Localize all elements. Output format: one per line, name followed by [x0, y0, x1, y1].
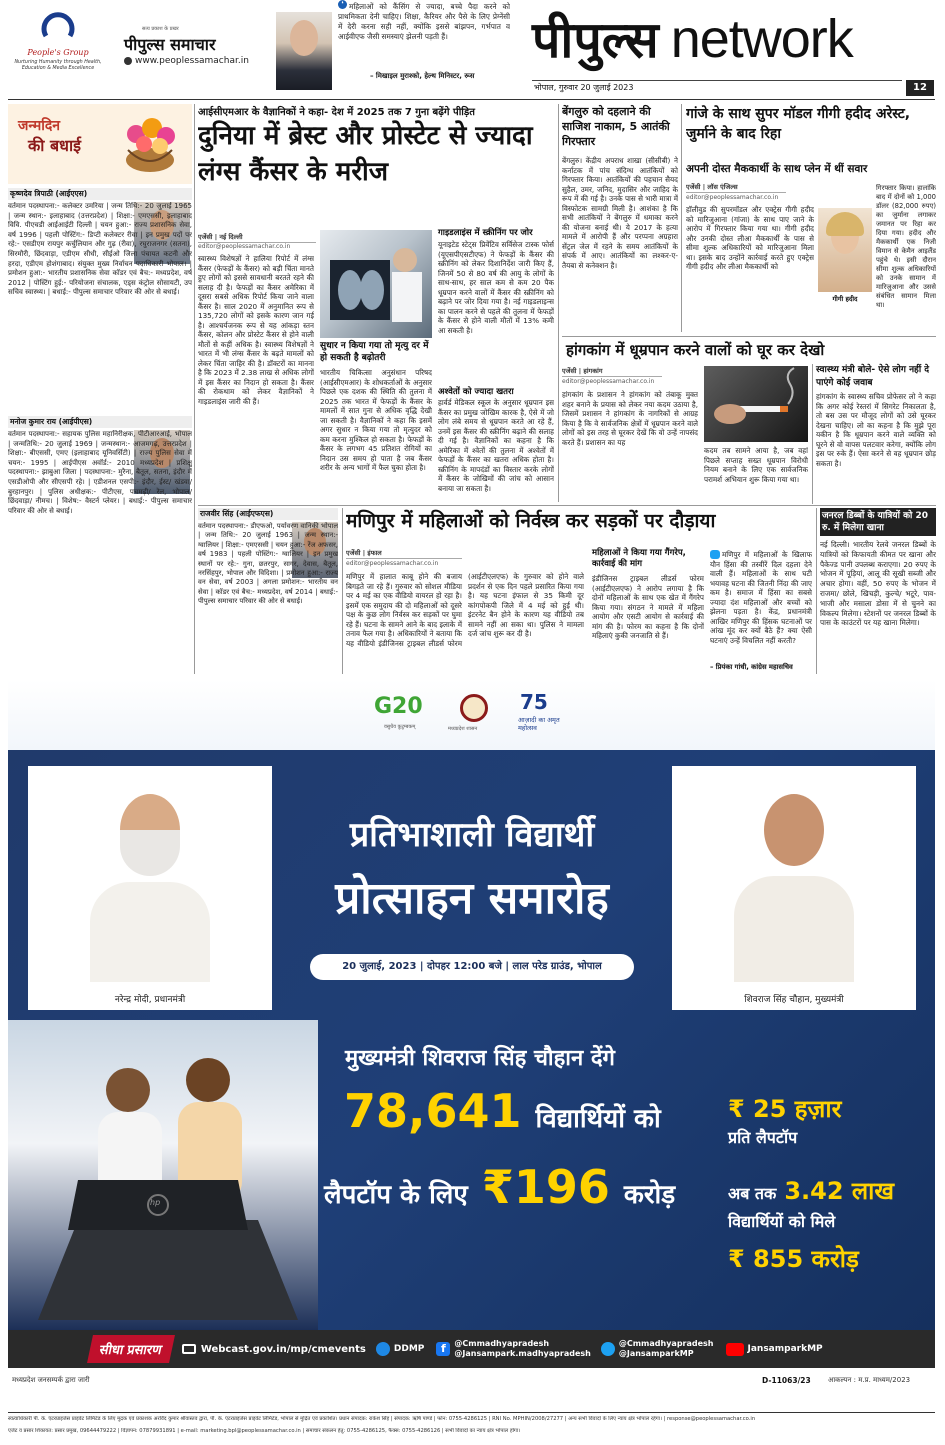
- ad-title1: प्रतिभाशाली विद्यार्थी: [349, 815, 595, 855]
- ddmp-icon: [376, 1342, 390, 1356]
- fb-handles: [454, 1339, 590, 1359]
- imprint-line1: स्वत्वाधिकारी पी. के. एंटरप्राइजेस प्राइवेट लिमिटेड के लिए मुद्रक एवं प्रकाशक अरविंद कुमार श्रीवास्तव द्वारा, पी. के. एंटरप्राइजेस प्राइवेट लिमिटेड, भोपाल से मुद्रित एवं प्रकाशित। प्रधान संपादक: राकेश सिंह | संपादक: ऋषि पाण्डे | फोन: 0755-4286125 | RNI No. MPHIN/2008/27277 | अन्य सभी विवादों के लिए न्याय क्षेत्र भोपाल रहेगा। | response@peoplessamachar.co.in: [8, 1416, 756, 1422]
- quote-by: – मिखाइल मुराश्को, हेल्थ मिनिस्टर, रूस: [370, 72, 475, 80]
- manipur-tweet-by: – प्रियंका गांधी, कांग्रेस महासचिव: [710, 663, 793, 671]
- model-email: editor@peoplessamachar.co.in: [686, 194, 779, 201]
- shivraj-caption: शिवराज सिंह चौहान, मुख्यमंत्री: [744, 995, 844, 1005]
- live-word1: सीधा: [98, 1343, 125, 1358]
- imprint-line2: एजेंट व प्रसार शिकायत: प्रसार प्रमुख, 09644479222 | विज्ञापन: 07879931891 | e-mail: marketing.bpl@peoplessamachar.co.in | समाचार संकलन हेतु: 0755-4286125, फैक्स: 0755-4286126 | सभी विवादों का न्याय क्षेत्र भोपाल होगा।: [8, 1428, 521, 1434]
- quote-icon: ❛: [338, 0, 347, 9]
- horseshoe-logo-icon: [38, 6, 78, 46]
- ad-side1: ₹ 25 हज़ार: [728, 1095, 842, 1123]
- peoples-group-logo: [8, 6, 108, 96]
- quote-text: महिलाओं को कैंसिंग से ज्यादा, बच्चे पैदा करने को प्राथमिकता देनी चाहिए। शिक्षा, कैरियर और पैसे के लिए प्रेग्नेंसी में देरी करना सही नहीं, क्योंकि इससे बांझपन, गर्भपात व आईवीएफ जैसी समस्याएं झेलनी पड़ती हैं।: [338, 2, 510, 41]
- ad-count: 78,641: [344, 1084, 522, 1138]
- railway-story: [820, 508, 936, 674]
- manipur-headline: मणिपुर में महिलाओं को निर्वस्त्र कर सड़कों पर दौड़ाया: [346, 510, 716, 532]
- cancer-sub2: अश्वेतों को ज्यादा खतरा: [438, 387, 514, 397]
- birthday-person1-name: कृष्णदेव त्रिपाठी (आईएएस): [8, 188, 192, 200]
- live-word2: प्रसारण: [125, 1343, 164, 1358]
- g20-subtitle: वसुधैव कुटुम्बकम्: [384, 724, 416, 730]
- shivraj-photo: [734, 786, 854, 982]
- manipur-byline: एजेंसी | इंफाल: [346, 548, 462, 559]
- brand-small: सत्य प्रकाश के प्रखर: [142, 26, 179, 32]
- ad-foot-left: मध्यप्रदेश जनसम्पर्क द्वारा जारी: [12, 1376, 90, 1384]
- model-subhead: अपनी दोस्त मैककार्थी के साथ प्लेन में थीं सवार: [686, 163, 868, 175]
- ad-line3: लैपटॉप के लिए: [324, 1180, 468, 1210]
- model-story: [686, 104, 936, 336]
- cancer-sub1: गाइडलाइंस में स्क्रीनिंग पर जोर: [438, 228, 533, 238]
- facebook-icon: f: [436, 1342, 450, 1356]
- mp-emblem-icon: [460, 694, 488, 722]
- g20-logo: G20: [374, 694, 423, 719]
- hongkong-body2: कदम तब सामने आया है, जब वहां पिछले सप्ताह सख्त धूम्रपान विरोधी नियम बनाने के लिए एक सार्वजनिक परामर्श अभियान शुरू किया गया था।: [704, 446, 808, 484]
- ad-side5: विद्यार्थियों को मिले: [728, 1212, 836, 1231]
- birthday-banner: [8, 104, 192, 184]
- fb-handle-2[interactable]: @Jansampark.madhyapradesh: [454, 1349, 591, 1358]
- birthday-subtitle: की बधाई: [28, 136, 81, 155]
- hongkong-body: हांगकांग के प्रशासन ने हांगकांग को तंबाकू मुक्त शहर बनाने के प्रयास को लेकर नया कदम उठाया है, जिसमें प्रशासन ने हांगकांग के नागरिकों से आग्रह किया है कि वे सार्वजनिक क्षेत्रों में धूम्रपान करने वाले लोगों को इस तरह से घूरकर देखें कि वो उन्हें नापसंद करते हैं। प्रशासन का यह: [562, 390, 698, 447]
- manipur-tweet: मणिपुर में महिलाओं के खिलाफ यौन हिंसा की तस्वीरें दिल दहला देने वाली हैं। महिलाओं के साथ घटी भयावह घटना की जितनी निंदा की जाए कम है। समाज में हिंसा का सबसे ज्यादा दंश महिलाओं और बच्चों को झेलना पड़ता है। केंद्र, प्रधानमंत्री आखिर मणिपुर की हिंसक घटनाओं पर आंख मूंद कर क्यों बैठे हैं? क्या ऐसी घटनाएं उन्हें विचलित नहीं करती?: [710, 550, 812, 645]
- shivraj-panel: [672, 766, 916, 1010]
- railway-headline: जनरल डिब्बों के यात्रियों को 20 रु. में मिलेगा खाना: [820, 508, 936, 536]
- yt-handle[interactable]: JansamparkMP: [747, 1344, 823, 1354]
- tw-handle-1[interactable]: @Cmmadhyapradesh: [618, 1339, 714, 1348]
- hongkong-headline: हांगकांग में धूम्रपान करने वालों को घूर कर देखो: [566, 341, 825, 359]
- govt-ad: [8, 680, 935, 1398]
- rajveer-section: [198, 508, 338, 674]
- model-byline: एजेंसी | लॉस एंजिल्स: [686, 182, 786, 193]
- modi-panel: [28, 766, 272, 1010]
- model-headline: गांजे के साथ सुपर मॉडल गीगी हदीद अरेस्ट, जुर्माने के बाद रिहा: [686, 106, 911, 142]
- railway-body: नई दिल्ली। भारतीय रेलवे जनरल डिब्बों के यात्रियों को किफायती कीमत पर खाना और पैकेज्ड पानी उपलब्ध कराएगा। 20 रुपए के भोजन में पूड़ियां, आलू की सूखी सब्जी और अचार होगा। वहीं, 50 रुपए के भोजन में राजमा/ छोले, खिचड़ी, कुल्चे/ भटूरे, पाव-भाजी और मसाला डोसा में से चुनने का विकल्प मिलेगा। स्टेशनों पर जनरल डिब्बों के पास के काउंटरों पर यह खाना मिलेगा।: [820, 540, 936, 628]
- ad-title2: प्रोत्साहन समारोह: [335, 873, 609, 924]
- modi-photo: [90, 786, 210, 982]
- fb-handle-1[interactable]: @Cmmadhyapradesh: [454, 1339, 550, 1348]
- cancer-caption: सुधार न किया गया तो मृत्यु दर में हो सकती है बढ़ोतरी: [320, 341, 429, 363]
- lungs-xray-icon: [320, 230, 432, 338]
- webcast-link[interactable]: Webcast.gov.in/mp/cmevents: [200, 1343, 366, 1355]
- masthead-english: network: [670, 9, 853, 69]
- modi-caption: नरेन्द्र मोदी, प्रधानमंत्री: [114, 995, 186, 1005]
- mp-logo-label: मध्यप्रदेश शासन: [448, 726, 478, 732]
- bengaluru-headline: बेंगलुरु को दहलाने की साजिश नाकाम, 5 आतंकी गिरफ्तार: [562, 105, 670, 148]
- azadi-label: आज़ादी का अमृत महोत्सव: [518, 716, 560, 732]
- ddmp-label[interactable]: DDMP: [393, 1344, 425, 1354]
- flower-basket-icon: [118, 110, 182, 176]
- ad-logo-strip: [8, 680, 935, 750]
- hongkong-side-body: हांगकांग के स्वास्थ्य सचिव प्रोफेसर लो ने कहा कि अगर कोई रेस्तरां में सिगरेट निकालता है, तो बस उस पर मौजूद लोगों को उसे घूरकर देखना चाहिए। लो का कहना है कि मुझे पूरा यकीन है कि धूम्रपान करने वाले व्यक्ति को घूरने से वो वापस पलटवार करेगा, क्योंकि लोग इस पर रुके हैं। ऐसा करने से वह धूम्रपान छोड़ सकता है।: [816, 392, 936, 468]
- ad-amount-tail: करोड़: [623, 1180, 676, 1210]
- ad-event-bar: 20 जुलाई, 2023 | दोपहर 12:00 बजे | लाल परेड ग्राउंड, भोपाल: [310, 954, 634, 980]
- cancer-headline: दुनिया में ब्रेस्ट और प्रोस्टेट से ज्यादा लंग्स कैंसर के मरीज: [198, 121, 533, 187]
- birthday-section: [8, 104, 192, 674]
- ad-side-row: [728, 1174, 894, 1207]
- header: [0, 0, 945, 100]
- group-name: People's Group: [27, 48, 89, 57]
- azadi-number: 75: [520, 690, 548, 714]
- brand-site: [124, 56, 249, 66]
- ad-line1: मुख्यमंत्री शिवराज सिंह चौहान देंगे: [345, 1046, 615, 1071]
- ad-amount: ₹196: [481, 1160, 610, 1214]
- page-number: 12: [906, 80, 934, 96]
- cancer-story: [198, 104, 554, 502]
- cancer-body3: यूनाइटेड स्टेट्स प्रिवेंटिव सर्विसेज टास्क फोर्स (यूएसपीएसटीएफ) ने फेफड़ों के कैंसर की स्क्रीनिंग को लेकर दिशानिर्देश जारी किए हैं, जिनमें 50 से 80 वर्ष की आयु के लोगों के साथ-साथ, हर साल कम से कम 20 पैक धूम्रपान करने वालों में कैंसर की स्क्रीनिंग को बढ़ाने पर जोर दिया गया है। नई गाइडलाइन्स का पालन करने से पहले की तुलना में फेफड़ों के कैंसर से होने वाली मौतों में 13% कमी आ सकती है।: [438, 240, 554, 335]
- manipur-body: मणिपुर में हालात काबू होने की बजाय बिगड़ते जा रहे हैं। गुरुवार को सोशल मीडिया पर 4 मई का एक वीडियो वायरल हो रहा है। इसमें एक समुदाय की दो महिलाओं को दूसरे पक्ष के कुछ लोग निर्वस्त्र कर सड़कों पर घुमा रहे हैं। घटना के सामने आने के बाद इलाके में तनाव फैल गया है। अधिकारियों ने बताया कि यह वीडियो इंडीजिनस ट्राइबल लीडर्स फोरम (आईटीएलएफ) के गुरुवार को होने वाले प्रदर्शन से एक दिन पहले प्रसारित किया गया है। यह घटना इंफाल से 35 किमी दूर कांगपोकपी जिले में 4 मई को हुई थी। इंटरनेट बैन होने के कारण यह वीडियो तब सामने नहीं आ सका था। पुलिस ने मामला दर्ज जांच शुरू कर दी है।: [346, 572, 584, 648]
- hongkong-story: [562, 340, 936, 504]
- masthead-rule: [532, 80, 902, 81]
- ad-side3: अब तक: [728, 1184, 777, 1203]
- site-url: www.peoplessamachar.in: [135, 56, 249, 66]
- globe-icon: [124, 57, 132, 65]
- dateline: भोपाल, गुरुवार 20 जुलाई 2023: [534, 83, 634, 92]
- gigi-photo: [818, 208, 872, 292]
- model-body: हॉलीवुड की सुपरमॉडल और एक्ट्रेस गीगी हदीद को मारिजुआना (गांजा) के साथ पाए जाने के आरोप में गिरफ्तार किया गया था। गीगी हदीद और उनकी दोस्त लीआ मैककार्थी के पास से सीमा शुल्क अधिकारियों को मारिजुआना मिला था। इसके बाद उन्होंने कार्रवाई करते हुए एक्ट्रेस गीगी हदीद और लीआ मैककार्थी को: [686, 205, 814, 271]
- hongkong-side-head: स्वास्थ्य मंत्री बोले- ऐसे लोग नहीं दे पाएंगे कोई जवाब: [816, 365, 930, 388]
- ad-foot-right: आकल्पन : म.प्र. माध्यम/2023: [828, 1376, 911, 1384]
- ad-count-row: [344, 1084, 661, 1138]
- model-body2: गिरफ्तार किया। हालांकि बाद में दोनों को 1,000 डॉलर (82,000 रुपए) का जुर्माना लगाकर जमानत पर रिहा कर दिया गया। हदीद और मैककार्थी एक निजी विमान से केमैन आइलैंड पहुंचे थे। इसी दौरान सीमा शुल्क अधिकारियों को उनके सामान में मारिजुआना और उससे संबंधित सामान मिला था।: [876, 184, 936, 309]
- twitter-icon-footer: [601, 1342, 615, 1356]
- xray-photo: [320, 230, 432, 338]
- youtube-icon: [726, 1343, 744, 1356]
- ad-side2: प्रति लैपटॉप: [728, 1128, 798, 1147]
- live-badge: [87, 1335, 175, 1363]
- birthday-person3-bio: वर्तमान पदस्थापना:- डीएफओ, पर्यावरण वानिकी भोपाल | जन्म तिथि:- 20 जुलाई 1963 | जन्म स्थान:- ग्वालियर | शिक्षा:- एमएससी | चयन हुआ:- रेंज अफसर, वर्ष 1983 | पहली पोस्टिंग:- ग्वालियर | इन प्रमुख स्थानों पर रहे:- गुना, छतरपुर, सागर, देवास, बैतूल, नरसिंहपुर, भोपाल और विदिशा। | प्रमोशन हुआ:- राज्य वन सेवा, वर्ष 2003 | अगला प्रमोशन:- भारतीय वन सेवा | कॉडर एवं बैच:- मध्यप्रदेश, वर्ष 2014 | बधाई:- पीपुल्स समाचार परिवार की ओर से बधाई।: [198, 522, 338, 606]
- birthday-person2-name: मनोज कुमार राय (आईपीएस): [8, 416, 192, 428]
- cancer-body4: हार्वर्ड मेडिकल स्कूल के अनुसार धूम्रपान इस कैंसर का प्रमुख जोखिम कारक है, ऐसे में जो लोग लंबे समय से धूम्रपान करते आ रहे हैं, उनमें इस कैंसर की स्क्रीनिंग बढ़ाने की सलाह दी गई है। वैज्ञानिकों का कहना है कि अमेरिका में श्वेतों की तुलना में अश्वेतों में फेफड़ों के कैंसर का खतरा अधिक होता है। स्क्रीनिंग के मापदंडों का विस्तार करके लोगों में कैंसर के जोखिमों की जांच को आसान बनाया जा सकता है।: [438, 398, 554, 493]
- gigi-caption: गीगी हदीद: [832, 295, 858, 303]
- hongkong-email: editor@peoplessamachar.co.in: [562, 378, 655, 385]
- cigarette-icon: [704, 366, 808, 442]
- masthead-hindi: पीपुल्स: [532, 11, 659, 69]
- cancer-kicker: आईसीएमआर के वैज्ञानिकों ने कहा- देश में 2025 तक 7 गुना बढ़ेंगे पीड़ित: [198, 107, 475, 118]
- cancer-email: editor@peoplessamachar.co.in: [198, 243, 291, 250]
- birthday-title: जन्मदिन: [18, 118, 61, 134]
- ad-side4: 3.42 लाख: [784, 1177, 895, 1205]
- manipur-body2: इंडीजिनस ट्राइबल लीडर्स फोरम (आईटीएलएफ) ने आरोप लगाया है कि दोनों महिलाओं के साथ एक खेत में गैंगरेप किया गया। संगठन ने मामले में महिला आयोग और एसटी आयोग से कार्रवाई की मांग की है। फोरम का कहना है कि दोनों महिलाएं कुकी जनजाति से हैं।: [592, 574, 704, 640]
- bengaluru-body: बेंगलुरु। केंद्रीय अपराध शाखा (सीसीबी) ने कर्नाटक में पांच संदिग्ध आतंकियों को गिरफ्तार किया। आतंकियों की पहचान सैयद सुहैल, उमर, जनिद, मुदासिर और जाहिद के रूप में की गई है। उनके पास से भारी मात्रा में विस्फोटक सामग्री मिली है। आशंका है कि सभी आतंकियों ने बेंगलुरु में धमाका करने की योजना बनाई थी। ये 2017 के हत्या मामले में आरोपी हैं और परप्पना अग्रहारा सेंट्रल जेल में रहने के समय आतंकियों के संपर्क में आए। आतंकियों का लश्कर-ए-तैयबा से कनेक्शन है।: [562, 156, 678, 270]
- manipur-story: [346, 508, 812, 674]
- laptop-brand: hp: [150, 1198, 161, 1207]
- birthday-person3-name: राजवीर सिंह (आईएफएस): [198, 508, 338, 520]
- hongkong-byline: एजेंसी | हांगकांग: [562, 366, 662, 377]
- brand-name: पीपुल्स समाचार: [124, 35, 216, 54]
- ad-side6: ₹ 855 करोड़: [728, 1245, 859, 1273]
- tw-handle-2[interactable]: @JansamparkMP: [618, 1349, 694, 1358]
- minister-photo: [276, 12, 332, 90]
- birthday-person1-bio: वर्तमान पदस्थापना:- कलेक्टर उमरिया | जन्म तिथि:- 20 जुलाई 1965 | जन्म स्थान:- इलाहाबाद (उत्तरप्रदेश) | शिक्षा:- एमएससी, इलाहाबाद विवि. पीएचडी आईआईटी दिल्ली | चयन हुआ:- राज्य प्रशासनिक सेवा, वर्ष 1996 | पहली पोस्टिंग:- डिप्टी कलेक्टर रीवा | इन प्रमुख पदों पर रहे:- एसडीएम रायपुर कर्चुलियान और गुढ़ (रीवा), रघुराजनगर (सतना), सिरमौरी, छिंदवाड़ा, एडीएम सीधी, सीईओ जिला पंचायत कटनी और हरदा, एडीएम होशंगाबाद। संयुक्त मुख्य निर्वाचन पदाधिकारी भोपाल। | प्रमोशन हुआ:- भारतीय प्रशासनिक सेवा कॉडर एवं बैच:- मध्यप्रदेश, वर्ष 2012 | पोस्टिंग हुई:- परियोजना संचालक, एड्स कंट्रोल सोसायटी, उप सचिव स्वास्थ्य। | बधाई:- पीपुल्स समाचार परिवार की ओर से बधाई।: [8, 202, 192, 297]
- laptop-icon: [8, 1020, 318, 1330]
- webcast-icon: [182, 1344, 196, 1354]
- masthead: [532, 4, 853, 74]
- cancer-body: स्वास्थ्य विशेषज्ञों ने हालिया रिपोर्ट में लंग्स कैंसर (फेफड़ों के कैंसर) को बड़ी चिंता मानते हुए लोगों को इससे सावधानी बरतते रहने की सलाह दी है। फेफड़ों का कैंसर अमेरिका में दूसरा सबसे अधिक रिपोर्ट किया जाने वाला कैंसर है। साल 2020 में अनुमानित रूप से 135,720 लोगों को इसके कारण जान गई है। आश्चर्यजनक रूप से यह आंकड़ा स्तन कैंसर, कोलन और प्रोस्टेट कैंसर से होने वाली मौतों से कहीं अधिक है। स्वास्थ्य विशेषज्ञों ने भारत में भी लंग्स कैंसर के बढ़ते मामलों को लेकर चिंता जाहिर की है। डॉक्टरों का मानना है कि 2023 में 2.38 लाख से अधिक लोगों में इस कैंसर का निदान हो सकता है। कैंसर की रोकथाम को लेकर वैज्ञानिकों ने गाइडलाइंस जारी की हैं।: [198, 254, 314, 406]
- group-tag: Nurturing Humanity through Health, Education & Media Excellence: [14, 60, 102, 71]
- bengaluru-story: [562, 104, 678, 374]
- birthday-person2-bio: वर्तमान पदस्थापना:- सहायक पुलिस महानिरीक्षक, पीटीआरआई, भोपाल | जन्मतिथि:- 20 जुलाई 1969 | जन्मस्थान:- आजमगढ़, उत्तरप्रदेश | शिक्षा:- बीएससी, एमए (इलाहाबाद यूनिवर्सिटी) | राज्य पुलिस सेवा में चयन:- 1995 | आईपीएस अवॉर्ड:- 2010 मध्यप्रदेश | प्रशिक्षु पदस्थापना:- झाबुआ जिला | पदस्थापना:- मुरैना, बैतूल, सतना, इंदौर में एसडीओपी और सीएसपी रहे। | एडीशनल एसपी:- इंदौर, ईस्ट/ खंडवा/ बुरहानपुर। | पुलिस अधीक्षक:- पीटीएस, पचमढ़ी/ रेल, भोपाल/ छिंदवाड़ा/ नीमच। | विशेष:- वैस्टर्न प्लेयर। | बधाई:- पीपुल्स समाचार परिवार की ओर से बधाई।: [8, 430, 192, 515]
- ad-live-strip: [8, 1330, 935, 1368]
- ad-foot-code: D-11063/23: [762, 1376, 811, 1385]
- ad-count-tail: विद्यार्थियों को: [535, 1104, 661, 1134]
- manipur-email: editor@peoplessamachar.co.in: [346, 560, 439, 567]
- ad-amount-row: [324, 1160, 675, 1214]
- smoking-photo: [704, 366, 808, 442]
- tw-handles: [619, 1339, 714, 1359]
- students-photo: [8, 1020, 318, 1330]
- cancer-byline: एजेंसी | नई दिल्ली: [198, 232, 316, 243]
- cancer-body2: भारतीय चिकित्सा अनुसंधान परिषद (आईसीएमआर) के शोधकर्ताओं के अनुसार पिछले एक दशक की स्थिति की तुलना में 2025 तक भारत में फेफड़ों के कैंसर के मामलों में सात गुना से अधिक वृद्धि देखी जा सकती है। वैज्ञानिकों ने कहा कि इसमें अगर सुधार न किया गया तो मृत्युदर को कम करना मुश्किल हो सकता है। फेफड़ों के कैंसर के लगभग 45 प्रतिशत रोगियों का निदान उस समय हो पाता है जब कैंसर शरीर के अन्य भागों में फैल चुका होता है।: [320, 368, 432, 472]
- manipur-sub: महिलाओं ने किया गया गैंगरेप, कार्रवाई की मांग: [592, 548, 686, 569]
